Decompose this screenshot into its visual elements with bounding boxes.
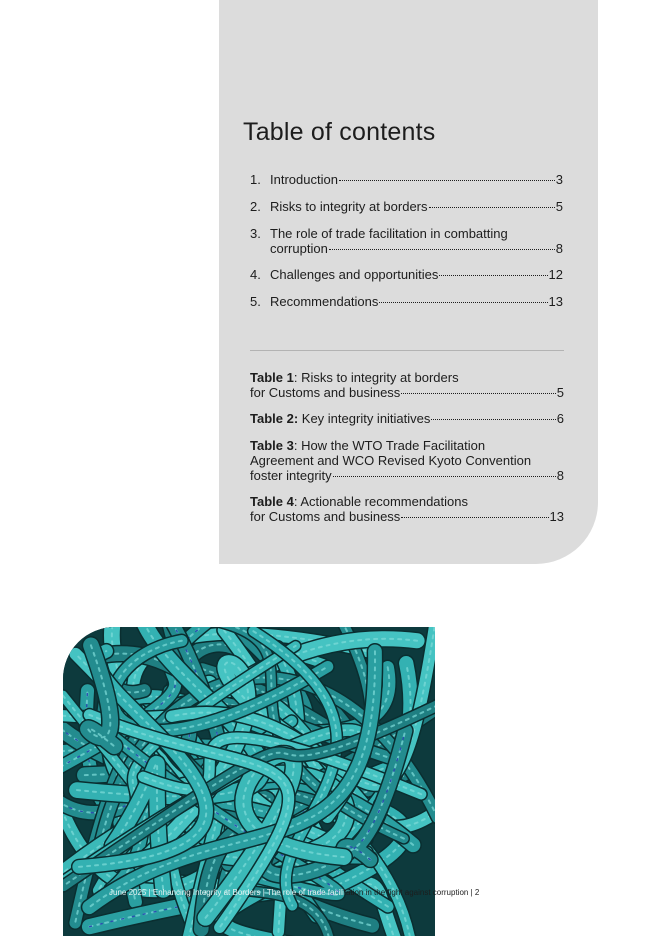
dot-leader [379, 302, 547, 303]
toc-entry-page: 13 [548, 294, 563, 309]
page-title: Table of contents [243, 118, 436, 146]
table-caption: Key integrity initiatives [298, 411, 431, 426]
section-divider [250, 350, 564, 351]
table-page: 8 [556, 468, 564, 483]
footer-text: tation in the fight against corruption | 2 [343, 888, 480, 897]
footer-text-on-photo: June 2025 | Enhancing Integrity at Borders | The role of trade facili [109, 888, 344, 897]
toc-entry-page: 12 [548, 267, 563, 282]
toc-entry[interactable] [250, 294, 563, 309]
table-caption-continued: for Customs and business [250, 385, 401, 400]
toc-entry-number: 2. [250, 199, 261, 214]
table-caption-continued: Agreement and WCO Revised Kyoto Convention [250, 453, 532, 468]
toc-entry-number: 1. [250, 172, 261, 187]
table-list-entry[interactable] [250, 411, 564, 426]
toc-entry[interactable] [250, 267, 563, 282]
toc-entry-page: 8 [555, 241, 563, 256]
table-ref: Table 1 [250, 370, 294, 385]
table-caption: : Risks to integrity at borders [293, 370, 459, 385]
table-page: 13 [549, 509, 564, 524]
dot-leader [429, 207, 555, 208]
toc-entry-number: 5. [250, 294, 261, 309]
toc-entry-number: 3. [250, 226, 261, 241]
dot-leader [339, 180, 555, 181]
toc-entry-number: 4. [250, 267, 261, 282]
table-caption-continued: foster integrity [250, 468, 332, 483]
toc-entry-page: 5 [555, 199, 563, 214]
toc-entry[interactable] [250, 226, 563, 256]
dot-leader [439, 275, 547, 276]
dot-leader [401, 393, 555, 394]
dot-leader [401, 517, 548, 518]
table-ref: Table 3 [250, 438, 294, 453]
toc-entry-label: Recommendations [270, 294, 379, 309]
toc-entry-label-continued: corruption [270, 241, 328, 256]
table-caption: : How the WTO Trade Facilitation [293, 438, 486, 453]
toc-entry-page: 3 [555, 172, 563, 187]
table-caption: : Actionable recommendations [293, 494, 468, 509]
dot-leader [329, 249, 555, 250]
toc-entry-label: The role of trade facilitation in combatting [270, 226, 508, 241]
table-page: 6 [556, 411, 564, 426]
toc-entry-label: Challenges and opportunities [270, 267, 439, 282]
toc-entry[interactable] [250, 199, 563, 214]
toc-entry-label: Risks to integrity at borders [270, 199, 428, 214]
table-caption-continued: for Customs and business [250, 509, 401, 524]
toc-entry[interactable] [250, 172, 563, 187]
table-list-entry[interactable] [250, 438, 564, 483]
table-ref: Table 4 [250, 494, 294, 509]
table-ref: Table 2: [250, 411, 299, 426]
dot-leader [431, 419, 555, 420]
table-list-entry[interactable] [250, 370, 564, 400]
dot-leader [333, 476, 556, 477]
toc-entry-label: Introduction [270, 172, 338, 187]
page-footer [109, 888, 479, 897]
table-page: 5 [556, 385, 564, 400]
table-list-entry[interactable] [250, 494, 564, 524]
